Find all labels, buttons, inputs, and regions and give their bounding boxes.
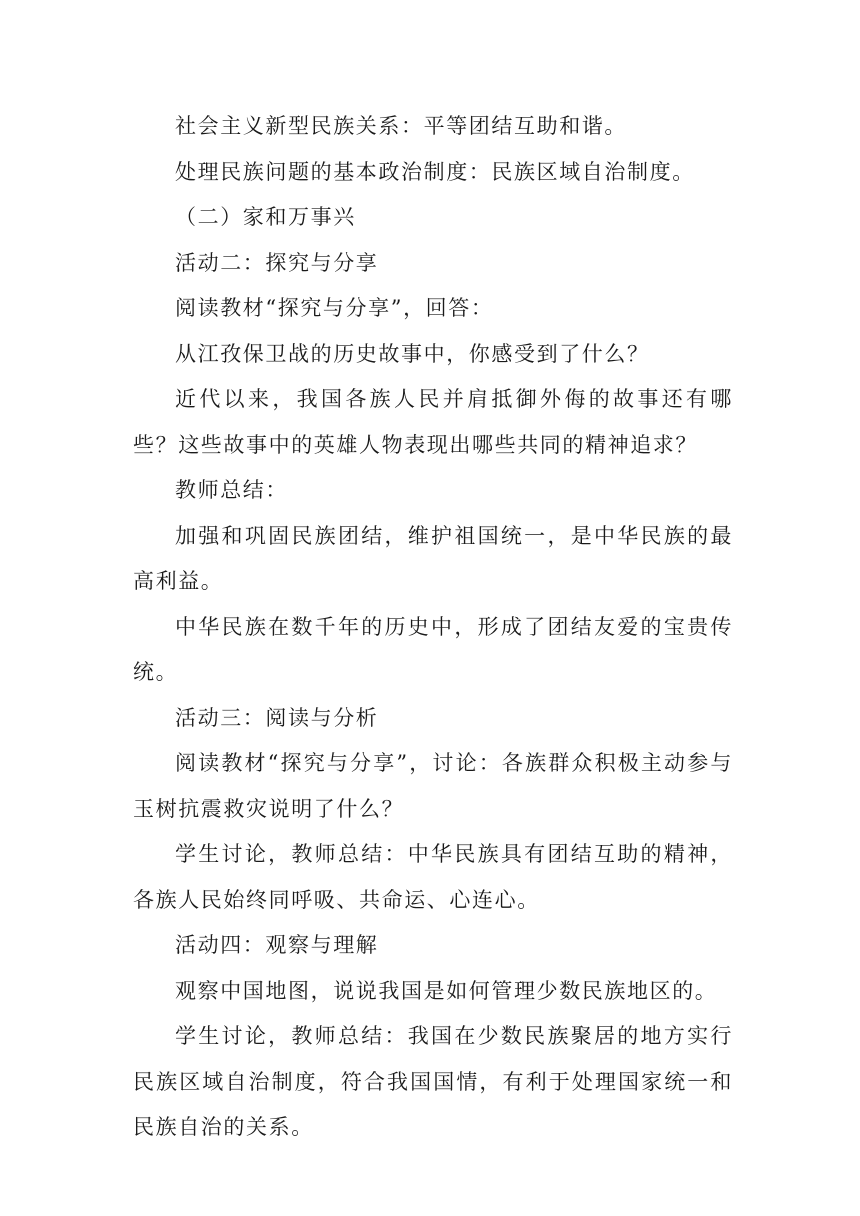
paragraph-unity-tradition: 中华民族在数千年的历史中，形成了团结友爱的宝贵传统。 (133, 614, 733, 684)
activity-two-title: 活动二：探究与分享 (175, 250, 379, 275)
paragraph-ethnic-relations: 社会主义新型民族关系：平等团结互助和谐。 (175, 114, 627, 138)
paragraph-political-system: 处理民族问题的基本政治制度：民族区域自治制度。 (175, 159, 695, 184)
paragraph-regional-autonomy: 学生讨论，教师总结：我国在少数民族聚居的地方实行民族区域自治制度，符合我国国情，有利于处理国家统一和民族自治的关系。 (133, 1024, 733, 1139)
paragraph-read-textbook: 阅读教材“探究与分享”，回答： (175, 296, 494, 320)
document-page (133, 104, 733, 1151)
paragraph-highest-interest: 加强和巩固民族团结，维护祖国统一，是中华民族的最高利益。 (133, 523, 733, 593)
teacher-summary-label: 教师总结： (175, 478, 288, 502)
question-resisting-aggression: 近代以来，我国各族人民并肩抵御外侮的故事还有哪些？这些故事中的英雄人物表现出哪些共同的精神追求？ (133, 387, 733, 457)
paragraph-mutual-assistance: 学生讨论，教师总结：中华民族具有团结互助的精神，各族人民始终同呼吸、共命运、心连心。 (133, 842, 733, 912)
activity-four-title: 活动四：观察与理解 (175, 933, 379, 957)
section-heading-family-harmony: （二）家和万事兴 (175, 205, 356, 229)
question-gyantse-battle: 从江孜保卫战的历史故事中，你感受到了什么？ (175, 341, 650, 366)
question-yushu-relief: 阅读教材“探究与分享”，讨论：各族群众积极主动参与玉树抗震救灾说明了什么？ (133, 751, 733, 821)
activity-three-title: 活动三：阅读与分析 (175, 705, 379, 730)
paragraph-observe-map: 观察中国地图，说说我国是如何管理少数民族地区的。 (175, 978, 718, 1003)
